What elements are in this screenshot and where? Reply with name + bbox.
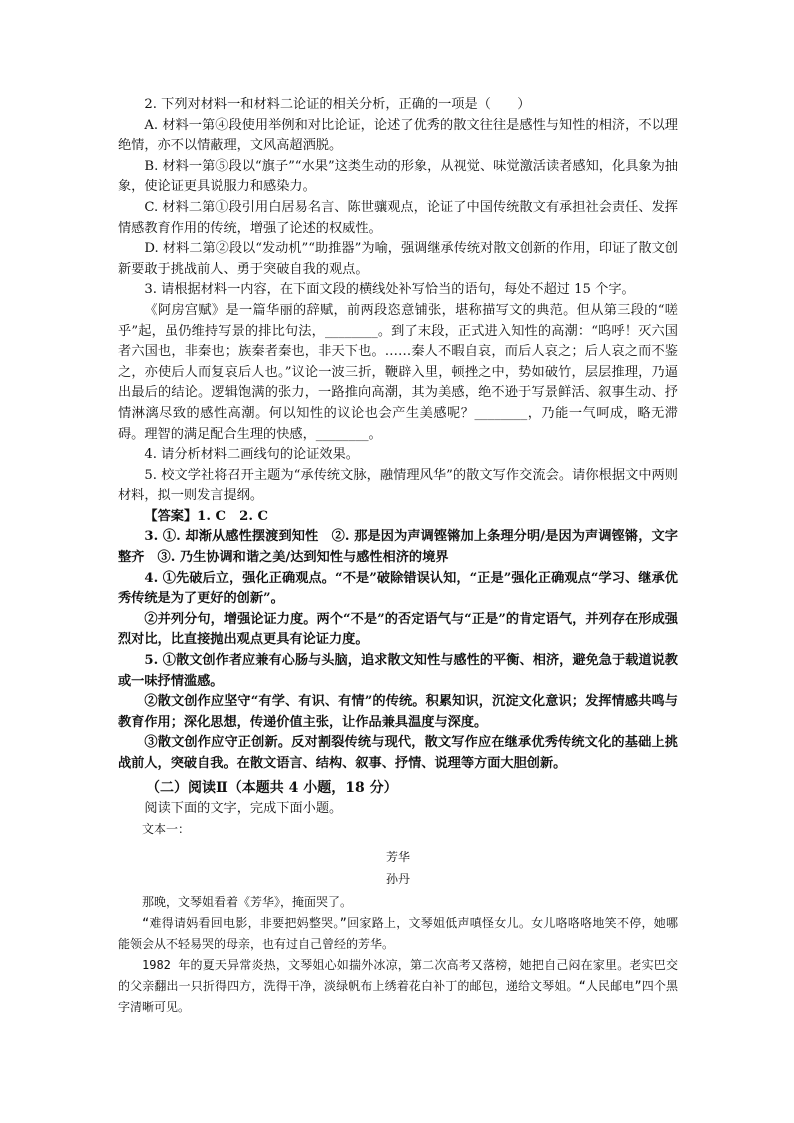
answer-5-part3: ③散文创作应守正创新。反对割裂传统与现代，散文写作应在继承优秀传统文化的基础上挑战前人，突破自我。在散文语言、结构、叙事、抒情、说理等方面大胆创新。 — [118, 735, 678, 771]
q2-option-a: A. 材料一第④段使用举例和对比论证，论述了优秀的散文往往是感性与知性的相济，不以理绝情，亦不以情蔽理，文风高超洒脱。 — [118, 117, 678, 154]
answer-3: 3. ①. 却渐从感性摆渡到知性 ②. 那是因为声调铿锵加上条理分明/是因为声调铿锵，文字整齐 ③. 乃生协调和谐之美/达到知性与感性相济的境界 — [118, 529, 678, 566]
q4-stem: 4. 请分析材料二画线句的论证效果。 — [144, 447, 359, 463]
q2-option-d: D. 材料二第②段以“发动机”“助推器”为喻，强调继承传统对散文创新的作用，印证了散文创新要敢于挑战前人、勇于突破自我的观点。 — [118, 241, 678, 277]
answer-5-part1: 5. ①散文创作者应兼有心肠与头脑，追求散文知性与感性的平衡、相济，避免急于载道说教或一味抒情滥感。 — [118, 653, 678, 689]
q3-stem: 3. 请根据材料一内容，在下面文段的横线处补写恰当的语句，每处不超过 15 个字。 — [144, 282, 635, 298]
answer-label: 【答案】 — [144, 508, 198, 524]
section-instruction: 阅读下面的文字，完成下面小题。 — [144, 800, 343, 816]
q3-passage: 《阿房宫赋》是一篇华丽的辞赋，前两段恣意铺张，堪称描写文的典范。但从第三段的“嗟乎”起，虽仍维持写景的排比句法，________。到了末段，正式进入知性的高潮：“呜呼！灭六国者六国也，非秦也；族秦者秦也，非天下也。……秦人不暇自哀，而后人哀之；后人哀之而不鉴之，亦使后人而复哀后人也。”议论一波三折，鞭辟入里，顿挫之中，势如破竹，层层推理，乃逼出最后的结论。逻辑饱满的张力，一路推向高潮，其为美感，绝不逊于写景鲜活、叙事生动、抒情淋漓尽致的感性高潮。何以知性的议论也会产生美感呢？________，乃能一气呵成，略无滞碍。理智的满足配合生理的快感，________。 — [118, 302, 678, 442]
q2-option-b: B. 材料一第⑤段以“旗子”“水果”这类生动的形象，从视觉、味觉激活读者感知，化具象为抽象，使论证更具说服力和感染力。 — [118, 158, 678, 195]
q2-stem: 2. 下列对材料一和材料二论证的相关分析，正确的一项是（ ） — [144, 97, 531, 112]
q5-stem: 5. 校文学社将召开主题为“承传统文脉，融情理风华”的散文写作交流会。请你根据文中两则材料，拟一则发言提纲。 — [118, 467, 678, 504]
answer-1-2-text: 1. C 2. C — [197, 508, 269, 524]
story-para-1: 那晚，文琴姐看着《芳华》，掩面哭了。 — [142, 895, 353, 910]
story-title: 芳华 — [385, 850, 410, 865]
q2-option-c: C. 材料二第①段引用白居易名言、陈世骧观点，论证了中国传统散文有承担社会责任、发挥情感教育作用的传统，增强了论述的权威性。 — [118, 199, 678, 236]
story-para-3: 1982 年的夏天异常炎热，文琴姐心如揣外冰凉，第二次高考又落榜，她把自己闷在家里。老实巴交的父亲翻出一只折得四方，洗得干净，淡绿帆布上绣着花白补丁的邮包，递给文琴姐。“人民邮电”四个黑字清晰可见。 — [118, 958, 678, 1015]
answer-4-part2: ②并列分句，增强论证力度。两个“不是”的否定语气与“正是”的肯定语气，并列存在形成强烈对比，比直接抛出观点更具有论证力度。 — [118, 611, 678, 648]
answer-5-part2: ②散文创作应坚守“有学、有识、有情”的传统。积累知识，沉淀文化意识；发挥情感共鸣与教育作用；深化思想，传递价值主张，让作品兼具温度与深度。 — [118, 694, 678, 730]
story-para-2: “难得请妈看回电影，非要把妈整哭。”回家路上，文琴姐低声嗔怪女儿。女儿咯咯咯地笑不停，她哪能领会从不轻易哭的母亲，也有过自己曾经的芳华。 — [118, 916, 678, 952]
section-heading: （二）阅读Ⅱ（本题共 4 小题，18 分） — [146, 779, 398, 796]
story-author: 孙丹 — [385, 872, 410, 887]
answer-4-part1: 4. ①先破后立，强化正确观点。“不是”破除错误认知，“正是”强化正确观点“学习、继承优秀传统是为了更好的创新”。 — [118, 570, 678, 607]
answers-1-2 — [118, 507, 678, 528]
document-page — [118, 95, 678, 1018]
text-label: 文本一： — [142, 822, 191, 837]
